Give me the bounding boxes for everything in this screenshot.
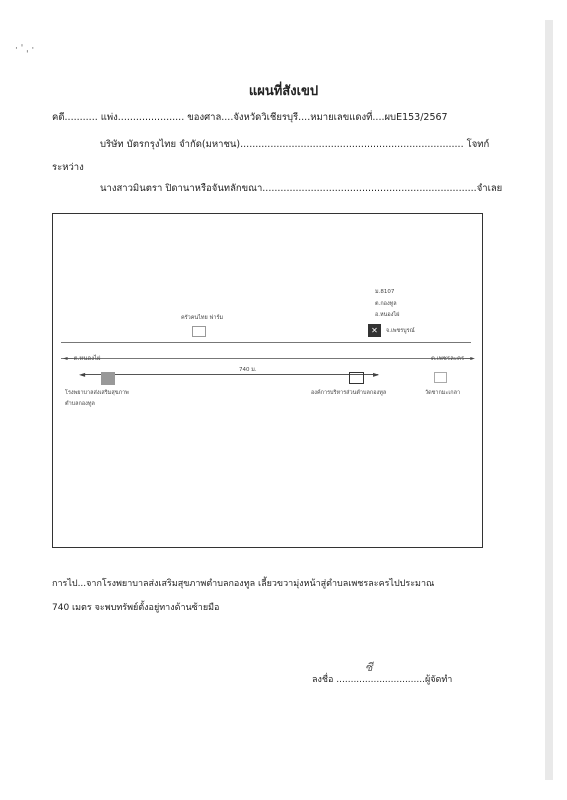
map-sketch <box>52 213 483 548</box>
road-top-line <box>61 342 471 343</box>
case-line: คดี........... แพ่ง...................... ของศาล....จังหวัดวิเชียรบุรี....หมายเลขแดงที่....ผบE153/2567 <box>52 112 448 123</box>
road-bottom-line <box>61 358 471 359</box>
signature-line: ลงชื่อ ...............................ผู้จัดทำ <box>312 675 453 685</box>
arrow-left-head: ◄ <box>79 370 86 379</box>
property-info-4: จ.เพชรบูรณ์ <box>386 328 415 334</box>
house-label: ครัวคนไทย ฟาร์ม <box>181 315 224 321</box>
road-right-label: ต.เพชรละคร—► <box>431 355 475 362</box>
property-info-1: ม.8107 <box>375 289 395 295</box>
road-left-label: ◄—ต.หนองไผ่ <box>63 355 101 362</box>
plaintiff-line: บริษัท บัตรกรุงไทย จำกัด(มหาชน).......................................................................... โจทก์ <box>100 139 490 150</box>
temple-marker <box>434 372 447 383</box>
directions-line-2: 740 เมตร จะพบทรัพย์ตั้งอยู่ทางด้านซ้ายมือ <box>52 603 220 613</box>
house-marker <box>192 326 206 337</box>
arrow-right-head: ► <box>373 370 380 379</box>
page-title: แผนที่สังเขป <box>248 84 319 99</box>
office-marker <box>349 372 364 384</box>
hospital-label-2: ตำบลกองทูล <box>65 401 95 407</box>
temple-label: วัดชากมะเกลา <box>425 390 461 396</box>
property-marker: ✕ <box>368 324 381 337</box>
hospital-label: โรงพยาบาลส่งเสริมสุขภาพ <box>65 390 129 396</box>
page-edge-shadow <box>545 20 553 780</box>
distance-label: 740 ม. <box>239 367 257 373</box>
defendant-line: นางสาวมินตรา ปิดานาหรือจันทลักขณา.......................................................................จำเลย <box>100 183 503 194</box>
between-label: ระหว่าง <box>52 162 84 173</box>
directions-line-1: การไป...จากโรงพยาบาลส่งเสริมสุขภาพตำบลกองทูล เลี้ยวขวามุ่งหน้าสู่ตำบลเพชรละครไปประมาณ <box>52 579 435 589</box>
distance-line <box>83 374 378 375</box>
hospital-marker <box>101 372 115 385</box>
signature-mark: ซี <box>365 661 373 674</box>
property-info-3: อ.หนองไผ่ <box>375 312 400 318</box>
office-label: องค์การบริหารส่วนตำบลกองทูล <box>311 390 387 396</box>
property-info-2: ต.กองทูล <box>375 301 397 307</box>
corner-mark: · ˈ ˌ · <box>15 44 35 54</box>
